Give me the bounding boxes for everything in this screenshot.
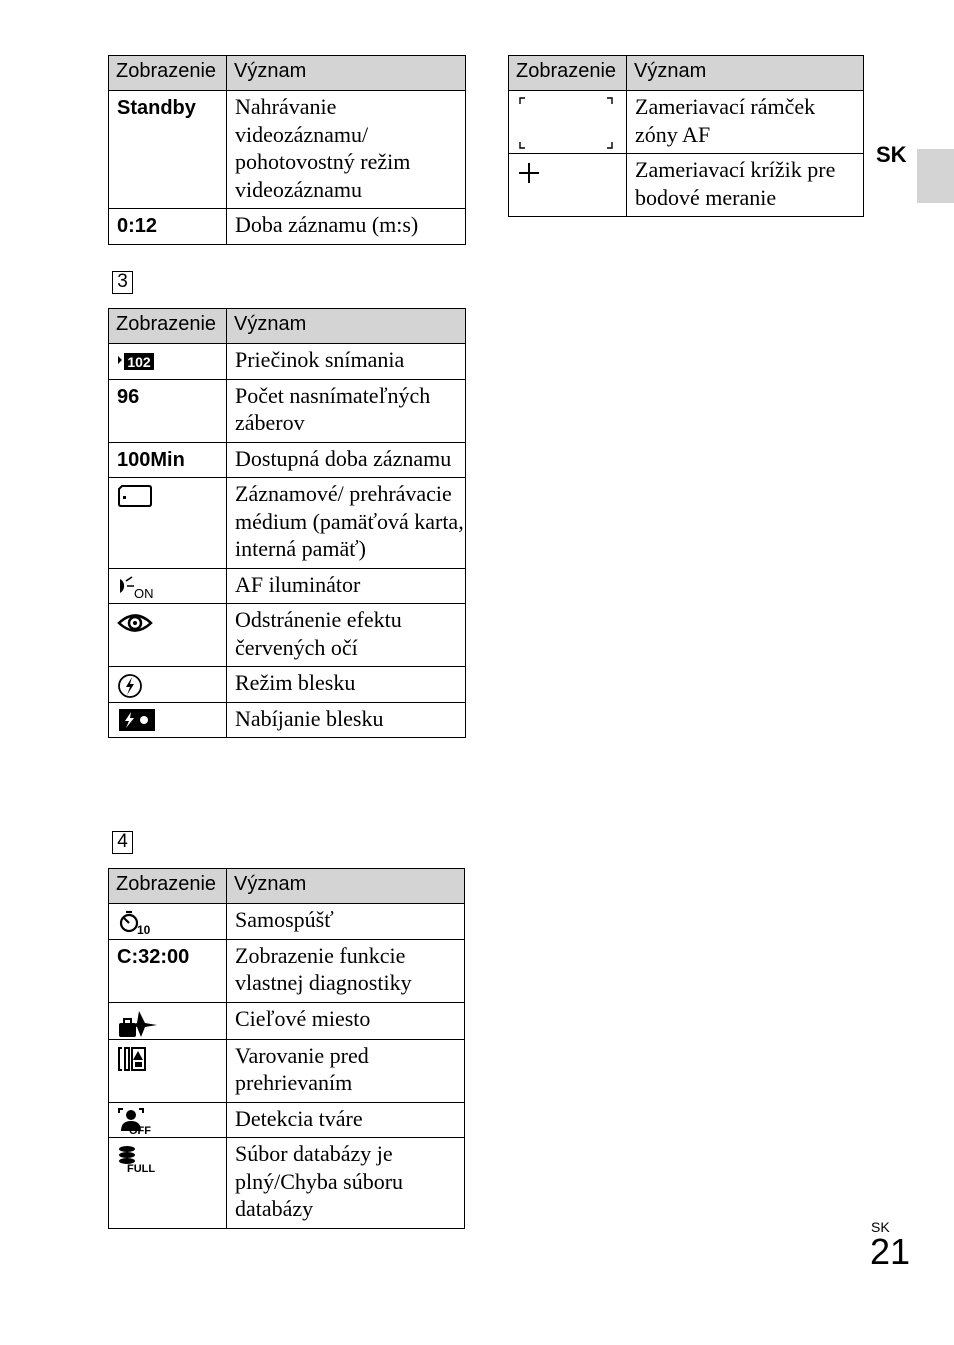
table-header: [109, 869, 465, 904]
page-language: SK: [871, 1219, 890, 1235]
display-cell: [509, 154, 627, 217]
meaning-cell: Detekcia tváre: [227, 1102, 465, 1138]
table-row: [109, 209, 466, 245]
table-focus-frames: [508, 55, 864, 217]
table-row: [109, 1102, 465, 1138]
table-row: [109, 667, 466, 703]
folder-number: 102: [127, 354, 151, 370]
overheat-icon: [117, 1046, 149, 1072]
meaning-cell: Cieľové miesto: [227, 1002, 465, 1039]
af-on-text: ON: [134, 585, 154, 601]
meaning-cell: Priečinok snímania: [227, 344, 466, 380]
meaning-cell: AF iluminátor: [227, 568, 466, 604]
table-row: [109, 604, 466, 667]
spot-metering-cross-icon: [517, 160, 543, 186]
meaning-cell: Nabíjanie blesku: [227, 702, 466, 738]
language-tab-marker: [917, 149, 954, 203]
self-timer-icon: [117, 910, 157, 936]
table-row: [109, 568, 466, 604]
display-cell: [109, 667, 227, 703]
display-cell: [109, 568, 227, 604]
display-cell: [109, 1039, 227, 1102]
database-full-icon: [117, 1144, 161, 1174]
display-cell: 0:12: [109, 209, 227, 245]
page-number: 21: [870, 1231, 911, 1272]
table-row: [109, 939, 465, 1002]
table-section-3: [108, 308, 466, 738]
header-display: Zobrazenie: [109, 309, 227, 344]
table-row: [109, 91, 466, 209]
red-eye-icon: [117, 610, 157, 636]
header-meaning: Význam: [627, 56, 864, 91]
display-cell: [109, 344, 227, 380]
meaning-cell: Záznamové/ prehrávacie médium (pamäťová karta, interná pamäť): [227, 478, 466, 569]
display-cell: 96: [109, 379, 227, 442]
header-display: Zobrazenie: [109, 56, 227, 91]
folder-102-icon: [117, 350, 155, 372]
header-meaning: Význam: [227, 309, 466, 344]
table-row: [109, 1002, 465, 1039]
table-row: [109, 478, 466, 569]
language-label: SK: [876, 142, 907, 167]
self-timer-seconds: 10: [137, 923, 151, 936]
meaning-cell: Počet nasnímateľných záberov: [227, 379, 466, 442]
table-row: [109, 702, 466, 738]
display-cell: [109, 478, 227, 569]
meaning-cell: Doba záznamu (m:s): [227, 209, 466, 245]
af-range-frame-icon: [517, 95, 619, 151]
table-row: [109, 379, 466, 442]
meaning-cell: Súbor databázy je plný/Chyba súboru databázy: [227, 1138, 465, 1229]
display-cell: [109, 1138, 227, 1229]
display-cell: 100Min: [109, 442, 227, 478]
table-header: [509, 56, 864, 91]
flash-charging-icon: [117, 707, 157, 733]
meaning-cell: Zobrazenie funkcie vlastnej diagnostiky: [227, 939, 465, 1002]
meaning-cell: Režim blesku: [227, 667, 466, 703]
meaning-cell: Varovanie pred prehrievaním: [227, 1039, 465, 1102]
display-cell: [109, 1102, 227, 1138]
database-full-text: FULL: [127, 1163, 156, 1174]
table-row: [109, 1138, 465, 1229]
display-cell: [109, 904, 227, 940]
header-meaning: Význam: [227, 869, 465, 904]
table-row: [509, 91, 864, 154]
table-row: [109, 442, 466, 478]
meaning-cell: Odstránenie efektu červených očí: [227, 604, 466, 667]
table-section-4: [108, 868, 465, 1229]
meaning-cell: Dostupná doba záznamu: [227, 442, 466, 478]
face-detection-off-icon: [117, 1107, 161, 1135]
af-illuminator-icon: [117, 575, 163, 601]
memory-card-icon: [117, 484, 153, 508]
flash-mode-icon: [117, 673, 147, 699]
table-row: [109, 1039, 465, 1102]
section-3-label: 3: [112, 271, 133, 294]
display-cell: [509, 91, 627, 154]
table-row: [109, 344, 466, 380]
face-detection-off-text: OFF: [129, 1124, 151, 1135]
display-cell: [109, 702, 227, 738]
meaning-cell: Nahrávanie videozáznamu/ pohotovostný režim videozáznamu: [227, 91, 466, 209]
display-cell: [109, 1002, 227, 1039]
destination-icon: [117, 1009, 161, 1039]
meaning-cell: Zameriavací krížik pre bodové meranie: [627, 154, 864, 217]
section-4-label: 4: [112, 831, 133, 854]
table-header: [109, 309, 466, 344]
display-cell: C:32:00: [109, 939, 227, 1002]
display-cell: Standby: [109, 91, 227, 209]
header-meaning: Význam: [227, 56, 466, 91]
table-header: [109, 56, 466, 91]
header-display: Zobrazenie: [509, 56, 627, 91]
table-row: [509, 154, 864, 217]
meaning-cell: Zameriavací rámček zóny AF: [627, 91, 864, 154]
meaning-cell: Samospúšť: [227, 904, 465, 940]
header-display: Zobrazenie: [109, 869, 227, 904]
table-display-standby: [108, 55, 466, 245]
table-row: [109, 904, 465, 940]
display-cell: [109, 604, 227, 667]
